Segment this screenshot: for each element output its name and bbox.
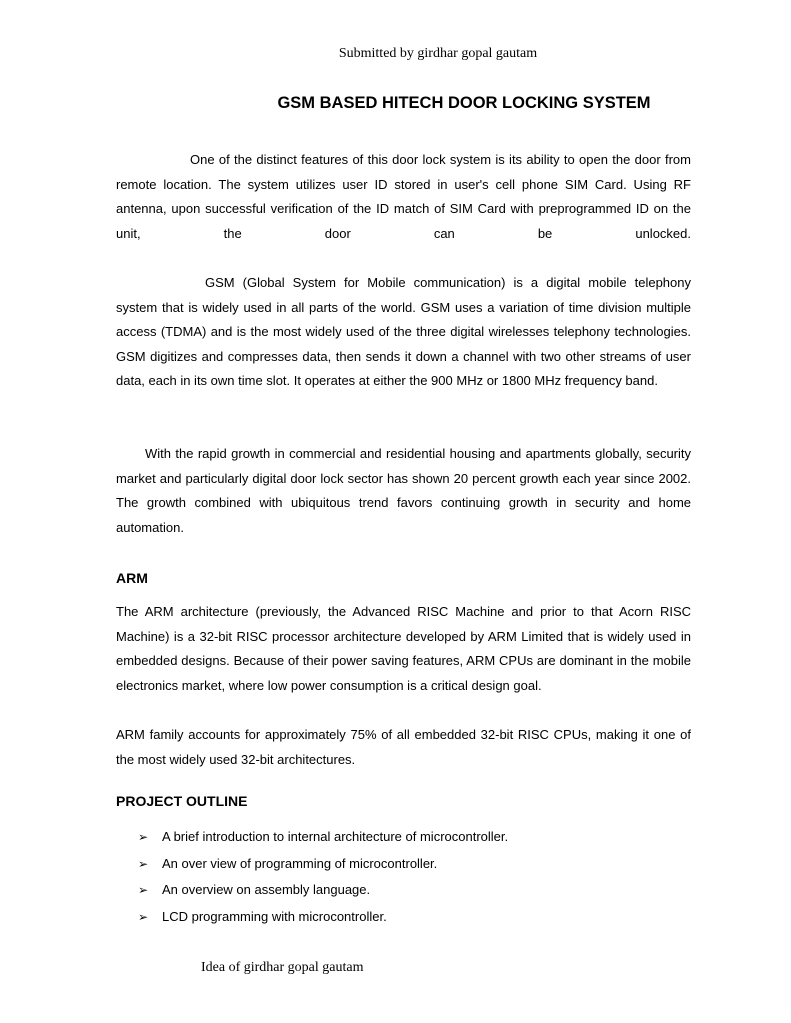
arrow-bullet-icon: ➢: [138, 883, 149, 897]
list-item: [138, 825, 508, 852]
document-title: GSM BASED HITECH DOOR LOCKING SYSTEM: [277, 94, 651, 112]
intro-paragraph-gsm: GSM (Global System for Mobile communication) is a digital mobile telephony system that is widely used in all parts of the world. GSM uses a variation of time division multiple access (TDMA) and is the most widely used of the three digital wirelesses telephony technologies. GSM digitizes and compresses data, then sends it down a channel with two other streams of user data, each in its own time slot. It operates at either the 900 MHz or 1800 MHz frequency band.: [116, 275, 691, 389]
intro-paragraph-market: With the rapid growth in commercial and residential housing and apartments globally, security market and particularly digital door lock sector has shown 20 percent growth each year since 2002. The growth combined with ubiquitous trend favors continuing growth in security and home automation.: [116, 446, 691, 535]
idea-by-note: Idea of girdhar gopal gautam: [201, 960, 364, 975]
intro-paragraph-door-lock: One of the distinct features of this door lock system is its ability to open the door from remote location. The system utilizes user ID stored in user's cell phone SIM Card. Using RF antenna, upon successful verification of the ID match of SIM Card with preprogrammed ID on the unit, the door can be unlocked.: [116, 152, 691, 241]
arm-heading: ARM: [116, 570, 148, 586]
list-item-text: A brief introduction to internal architecture of microcontroller.: [162, 829, 509, 844]
arm-paragraph-architecture: The ARM architecture (previously, the Advanced RISC Machine and prior to that Acorn RISC Machine) is a 32-bit RISC processor architecture developed by ARM Limited that is widely used in embedded designs. Because of their power saving features, ARM CPUs are dominant in the mobile electronics market, where low power consumption is a critical design goal.: [116, 604, 691, 693]
arm-paragraph-market-share: ARM family accounts for approximately 75% of all embedded 32-bit RISC CPUs, making it one of the most widely used 32-bit architectures.: [116, 727, 691, 767]
list-item-text: LCD programming with microcontroller.: [162, 908, 387, 924]
project-outline-heading: PROJECT OUTLINE: [116, 793, 248, 809]
list-item: [138, 852, 508, 879]
list-item-text: An overview on assembly language.: [162, 882, 371, 897]
list-item: [138, 878, 508, 905]
project-outline-list: [138, 825, 508, 931]
submitted-by-note: Submitted by girdhar gopal gautam: [338, 46, 538, 61]
list-item: [138, 905, 508, 932]
arrow-bullet-icon: ➢: [138, 909, 149, 924]
list-item-text: An over view of programming of microcontroller.: [162, 855, 438, 871]
arrow-bullet-icon: ➢: [138, 830, 149, 844]
arrow-bullet-icon: ➢: [138, 856, 149, 871]
